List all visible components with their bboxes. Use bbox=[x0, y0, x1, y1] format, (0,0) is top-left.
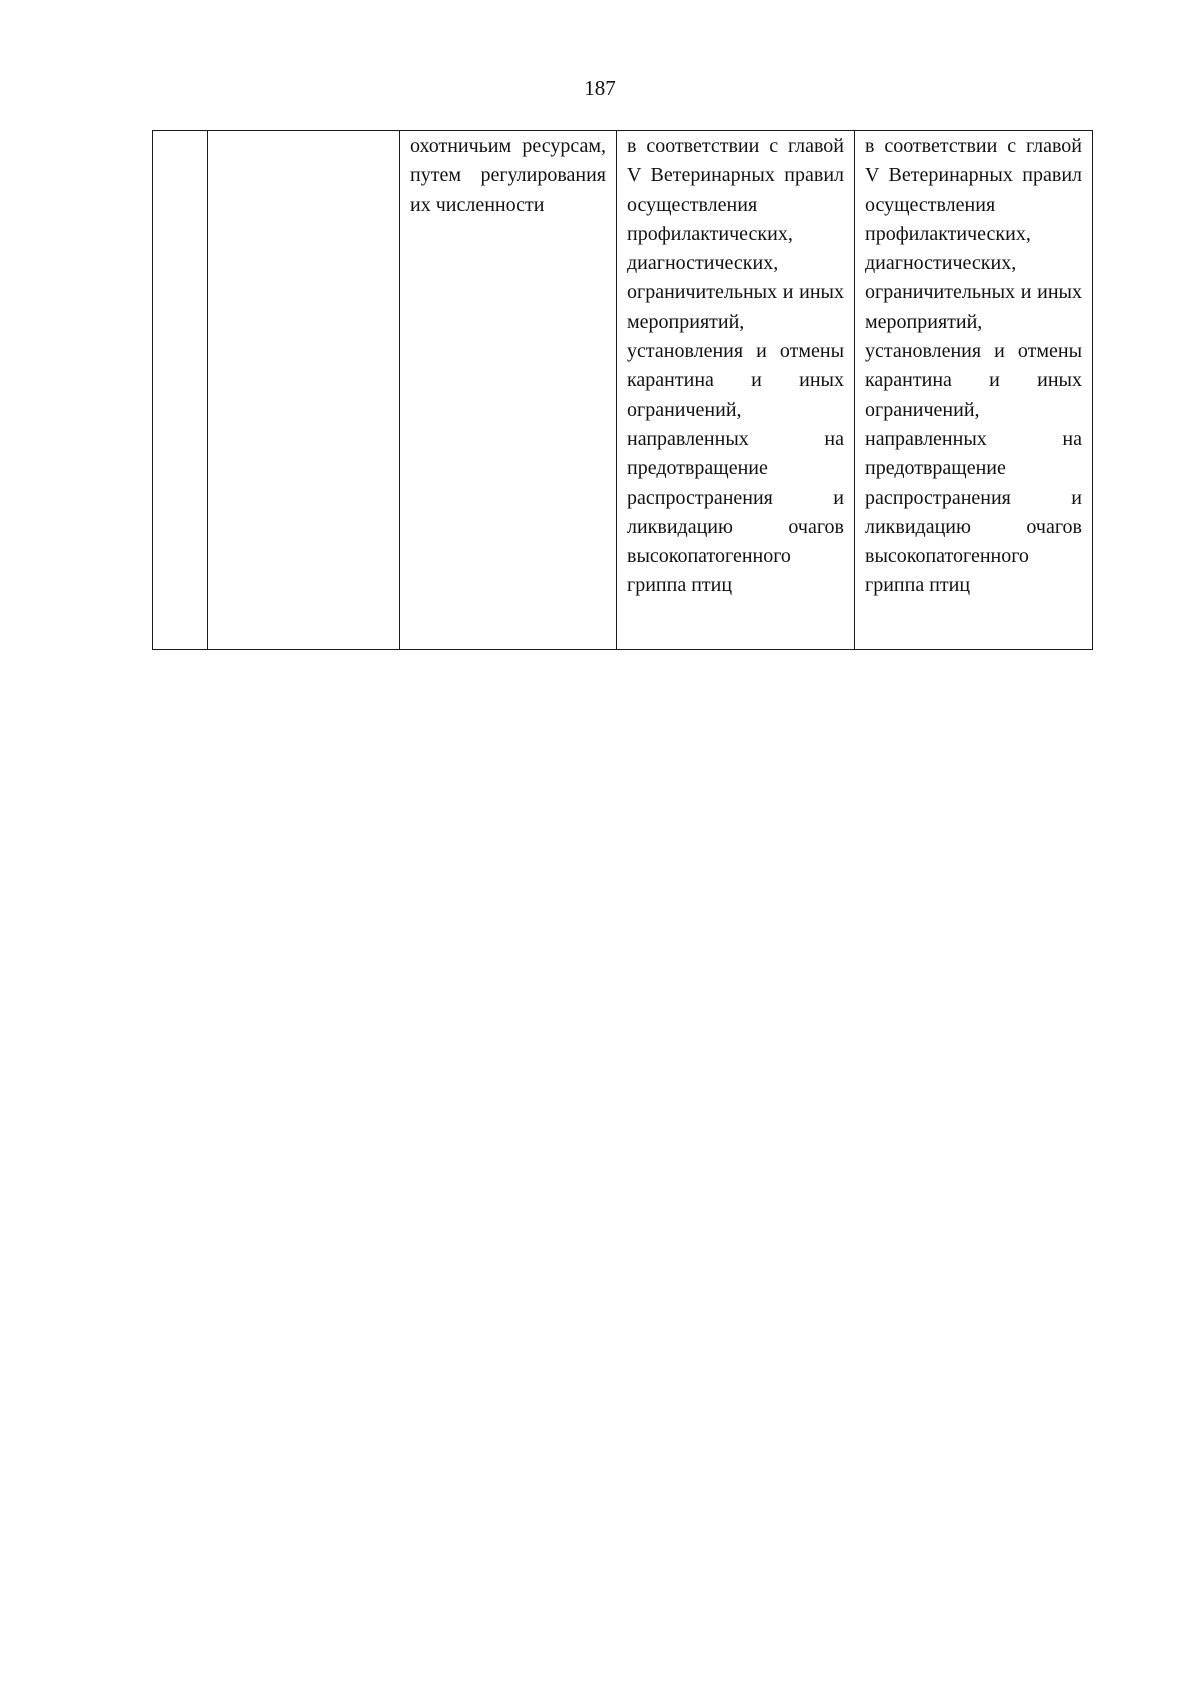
table-row bbox=[153, 131, 1093, 650]
cell-text bbox=[208, 131, 399, 132]
cell-text bbox=[153, 131, 207, 132]
cell-text: охотничьим ресурсам, путем регулирования их численности bbox=[410, 135, 606, 216]
document-table bbox=[152, 130, 1093, 650]
table-cell-basis bbox=[617, 131, 855, 650]
cell-text: в соответствии с главой V Ветеринарных правил осуществления профилактических, диагностических, ограничительных и иных мероприятий, установления и отмены карантина и иных ограничений, направленных на предотвращение распространения и ликвидацию очагов высокопатогенного гриппа птиц bbox=[627, 135, 844, 597]
table-cell-number bbox=[153, 131, 208, 650]
table-cell-name bbox=[208, 131, 400, 650]
page-number: 187 bbox=[584, 76, 616, 100]
cell-text: в соответствии с главой V Ветеринарных правил осуществления профилактических, диагностических, ограничительных и иных мероприятий, установления и отмены карантина и иных ограничений, направленных на предотвращение распространения и ликвидацию очагов высокопатогенного гриппа птиц bbox=[865, 135, 1082, 597]
table-cell-basis-2 bbox=[855, 131, 1093, 650]
table-cell-measure bbox=[400, 131, 617, 650]
